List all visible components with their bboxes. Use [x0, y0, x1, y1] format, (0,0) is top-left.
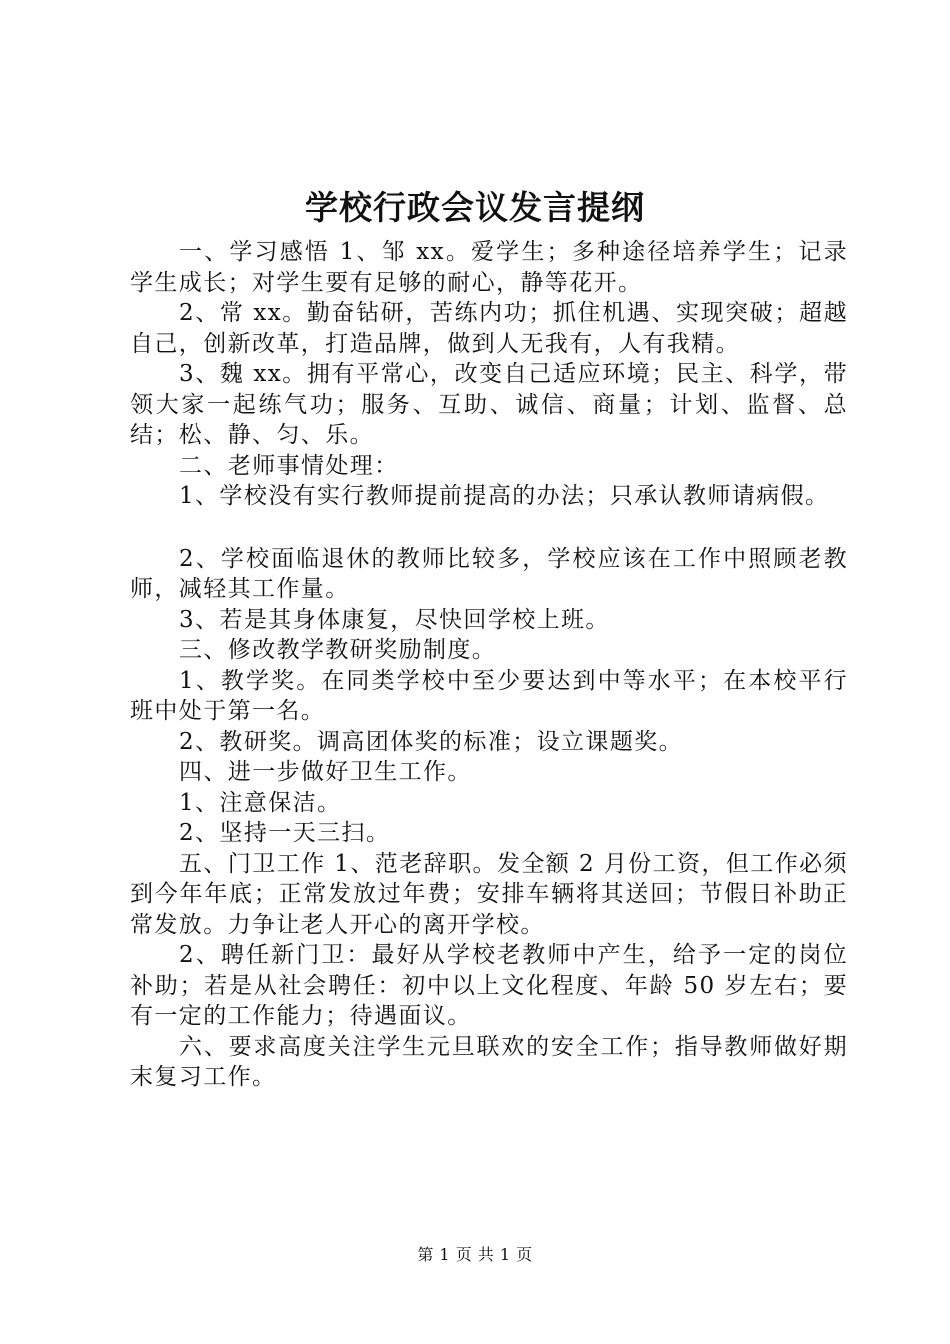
paragraph: 1、注意保洁。 [179, 789, 342, 816]
paragraph: 2、学校面临退休的教师比较多，学校应该在工作中照顾老教师，减轻其工作量。 [130, 545, 848, 602]
paragraph: 2、聘任新门卫：最好从学校老教师中产生，给予一定的岗位补助；若是从社会聘任：初中以上文化程度、年龄 50 岁左右；要有一定的工作能力；待遇面议。 [130, 942, 848, 1029]
paragraph: 三、修改教学教研奖励制度。 [179, 637, 497, 663]
paragraph: 2、坚持一天三扫。 [179, 820, 391, 846]
paragraph: 二、老师事情处理： [179, 452, 399, 479]
document-title: 学校行政会议发言提纲 [305, 188, 645, 227]
page-number-footer: 第 1 页 共 1 页 [417, 1245, 533, 1264]
paragraph: 3、若是其身体康复，尽快回学校上班。 [179, 606, 610, 633]
paragraph: 1、学校没有实行教师提前提高的办法；只承认教师请病假。 [179, 483, 830, 509]
paragraph: 六、要求高度关注学生元旦联欢的安全工作；指导教师做好期末复习工作。 [130, 1033, 848, 1090]
paragraph: 2、常 xx。勤奋钻研，苦练内功；抓住机遇、实现突破；超越自己，创新改革，打造品牌，做到人无我有，人有我精。 [130, 300, 848, 357]
paragraph: 3、魏 xx。拥有平常心，改变自己适应环境；民主、科学，带领大家一起练气功；服务、互助、诚信、商量；计划、监督、总结；松、静、匀、乐。 [130, 361, 848, 448]
paragraph: 1、教学奖。在同类学校中至少要达到中等水平；在本校平行班中处于第一名。 [130, 667, 848, 724]
paragraph: 五、门卫工作 1、范老辞职。发全额 2 月份工资，但工作必须到今年年底；正常发放过年费；安排车辆将其送回；节假日补助正常发放。力争让老人开心的离开学校。 [130, 850, 848, 938]
paragraph: 2、教研奖。调高团体奖的标准；设立课题奖。 [179, 728, 684, 755]
paragraph: 四、进一步做好卫生工作。 [179, 759, 472, 785]
document-body [130, 237, 848, 1093]
paragraph: 一、学习感悟 1、邹 xx。爱学生；多种途径培养学生；记录学生成长；对学生要有足够的耐心，静等花开。 [130, 239, 848, 296]
